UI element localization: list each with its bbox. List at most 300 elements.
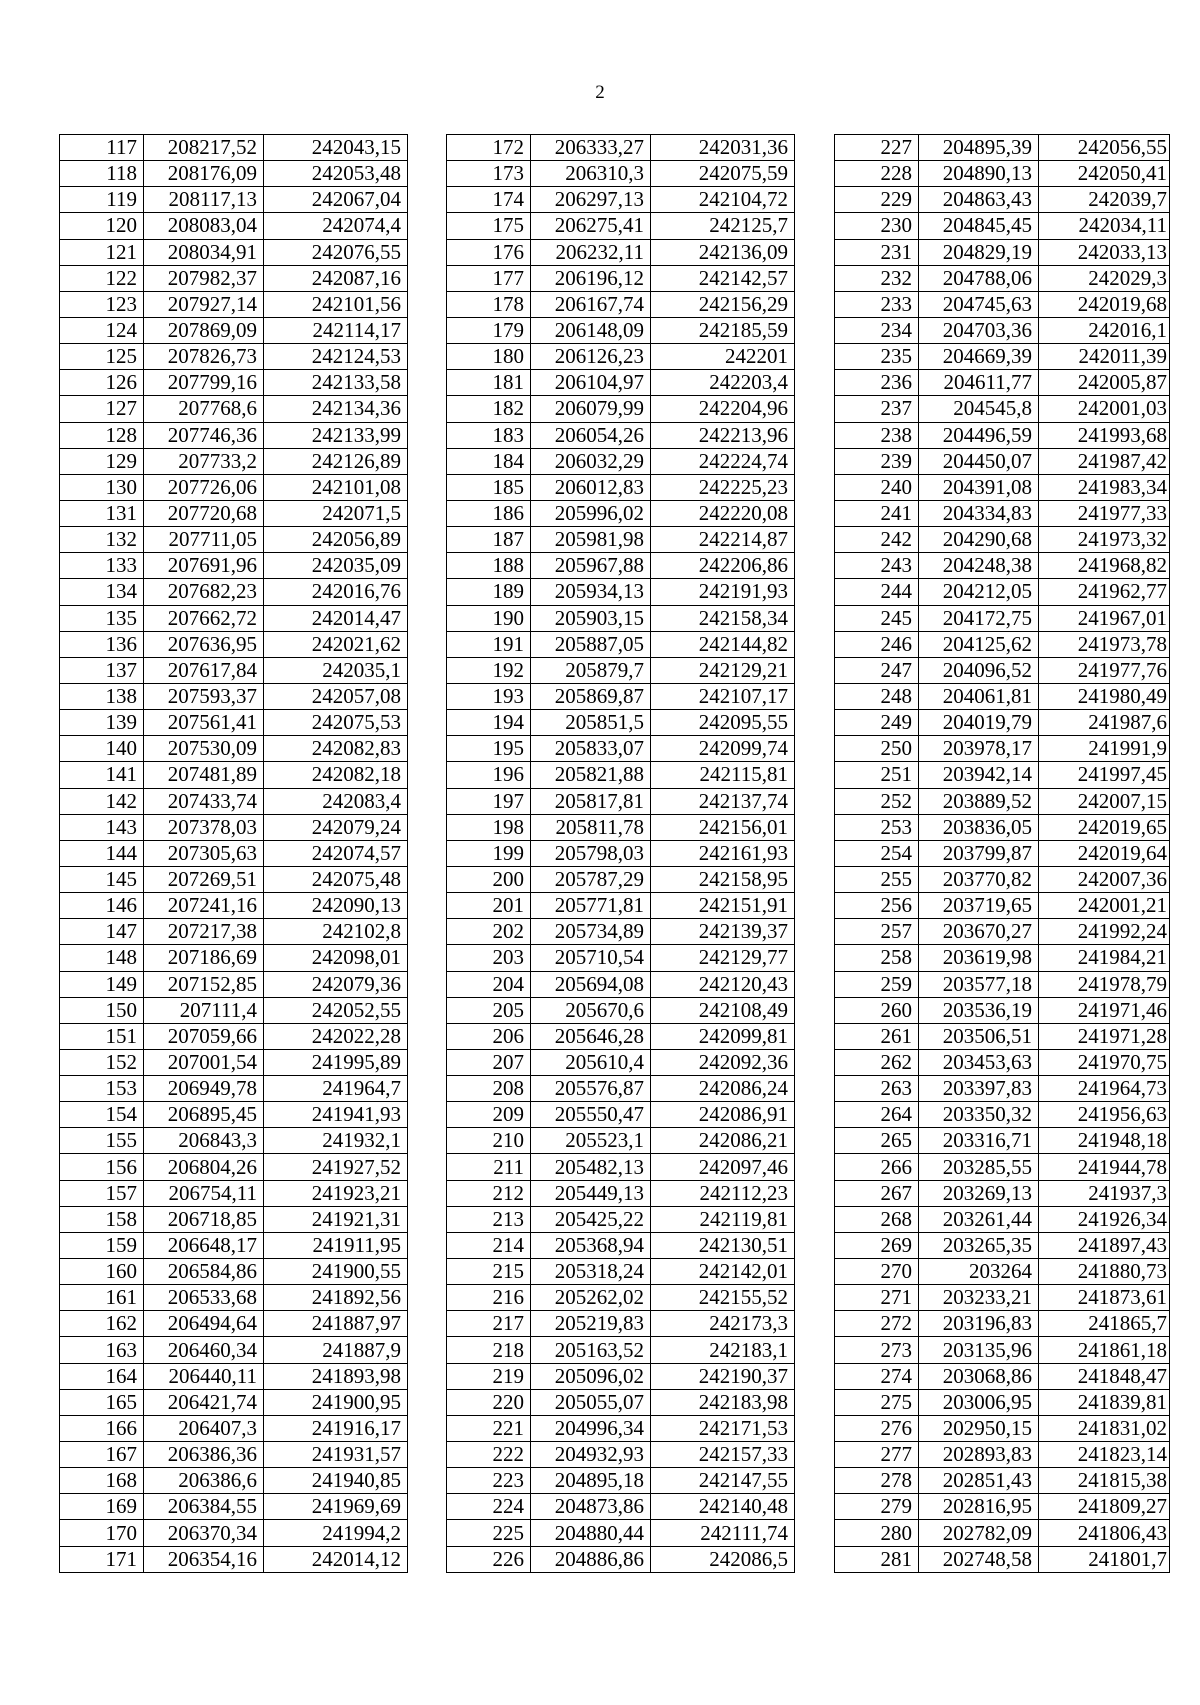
y-coordinate-cell: 242214,87 <box>651 527 795 553</box>
x-coordinate-cell: 203316,71 <box>919 1128 1039 1154</box>
y-coordinate-cell: 242104,72 <box>651 187 795 213</box>
point-number-cell: 184 <box>447 448 531 474</box>
point-number-cell: 179 <box>447 317 531 343</box>
x-coordinate-cell: 205449,13 <box>531 1180 651 1206</box>
table-row <box>447 1232 795 1258</box>
table-row <box>447 396 795 422</box>
x-coordinate-cell: 207746,36 <box>144 422 264 448</box>
x-coordinate-cell: 204932,93 <box>531 1442 651 1468</box>
table-row <box>60 1285 408 1311</box>
y-coordinate-cell: 242139,37 <box>651 919 795 945</box>
table-row <box>835 291 1170 317</box>
point-number-cell: 218 <box>447 1337 531 1363</box>
table-row <box>835 579 1170 605</box>
point-number-cell: 261 <box>835 1023 919 1049</box>
x-coordinate-cell: 205787,29 <box>531 866 651 892</box>
point-number-cell: 127 <box>60 396 144 422</box>
x-coordinate-cell: 205646,28 <box>531 1023 651 1049</box>
y-coordinate-cell: 241967,01 <box>1039 605 1170 631</box>
x-coordinate-cell: 205981,98 <box>531 527 651 553</box>
table-row <box>447 1363 795 1389</box>
x-coordinate-cell: 204863,43 <box>919 187 1039 213</box>
x-coordinate-cell: 202748,58 <box>919 1546 1039 1572</box>
y-coordinate-cell: 241848,47 <box>1039 1363 1170 1389</box>
table-row <box>447 1128 795 1154</box>
point-number-cell: 227 <box>835 135 919 161</box>
point-number-cell: 229 <box>835 187 919 213</box>
x-coordinate-cell: 203397,83 <box>919 1076 1039 1102</box>
y-coordinate-cell: 242213,96 <box>651 422 795 448</box>
point-number-cell: 259 <box>835 971 919 997</box>
x-coordinate-cell: 207636,95 <box>144 631 264 657</box>
table-row <box>835 1337 1170 1363</box>
point-number-cell: 212 <box>447 1180 531 1206</box>
point-number-cell: 122 <box>60 265 144 291</box>
table-row <box>60 579 408 605</box>
table-row <box>835 161 1170 187</box>
y-coordinate-cell: 242126,89 <box>264 448 408 474</box>
y-coordinate-cell: 242101,08 <box>264 474 408 500</box>
y-coordinate-cell: 241865,7 <box>1039 1311 1170 1337</box>
point-number-cell: 222 <box>447 1442 531 1468</box>
y-coordinate-cell: 242071,5 <box>264 500 408 526</box>
point-number-cell: 217 <box>447 1311 531 1337</box>
table-row <box>447 135 795 161</box>
x-coordinate-cell: 203670,27 <box>919 919 1039 945</box>
y-coordinate-cell: 242043,15 <box>264 135 408 161</box>
x-coordinate-cell: 205903,15 <box>531 605 651 631</box>
x-coordinate-cell: 206354,16 <box>144 1546 264 1572</box>
table-row <box>447 1468 795 1494</box>
x-coordinate-cell: 204172,75 <box>919 605 1039 631</box>
y-coordinate-cell: 242031,36 <box>651 135 795 161</box>
table-row <box>447 1076 795 1102</box>
table-row <box>60 1546 408 1572</box>
y-coordinate-cell: 242129,21 <box>651 657 795 683</box>
table-row <box>60 893 408 919</box>
table-row <box>447 1494 795 1520</box>
table-row <box>835 1023 1170 1049</box>
y-coordinate-cell: 242005,87 <box>1039 370 1170 396</box>
table-row <box>60 161 408 187</box>
x-coordinate-cell: 206843,3 <box>144 1128 264 1154</box>
point-number-cell: 239 <box>835 448 919 474</box>
x-coordinate-cell: 207059,66 <box>144 1023 264 1049</box>
y-coordinate-cell: 241995,89 <box>264 1049 408 1075</box>
table-row <box>835 422 1170 448</box>
point-number-cell: 158 <box>60 1206 144 1232</box>
y-coordinate-cell: 241968,82 <box>1039 553 1170 579</box>
table-row <box>835 710 1170 736</box>
x-coordinate-cell: 206421,74 <box>144 1389 264 1415</box>
point-number-cell: 119 <box>60 187 144 213</box>
y-coordinate-cell: 241823,14 <box>1039 1442 1170 1468</box>
point-number-cell: 169 <box>60 1494 144 1520</box>
point-number-cell: 175 <box>447 213 531 239</box>
point-number-cell: 270 <box>835 1259 919 1285</box>
point-number-cell: 165 <box>60 1389 144 1415</box>
y-coordinate-cell: 241997,45 <box>1039 762 1170 788</box>
x-coordinate-cell: 207711,05 <box>144 527 264 553</box>
table-row <box>835 1154 1170 1180</box>
x-coordinate-cell: 208083,04 <box>144 213 264 239</box>
point-number-cell: 258 <box>835 945 919 971</box>
y-coordinate-cell: 242082,83 <box>264 736 408 762</box>
point-number-cell: 123 <box>60 291 144 317</box>
y-coordinate-cell: 242039,7 <box>1039 187 1170 213</box>
table-row <box>447 1102 795 1128</box>
table-row <box>60 945 408 971</box>
table-row <box>60 1415 408 1441</box>
table-row <box>60 710 408 736</box>
y-coordinate-cell: 242142,01 <box>651 1259 795 1285</box>
y-coordinate-cell: 242086,21 <box>651 1128 795 1154</box>
y-coordinate-cell: 242142,57 <box>651 265 795 291</box>
point-number-cell: 210 <box>447 1128 531 1154</box>
table-row <box>60 135 408 161</box>
y-coordinate-cell: 242033,13 <box>1039 239 1170 265</box>
table-row <box>835 866 1170 892</box>
table-row <box>835 370 1170 396</box>
y-coordinate-cell: 241932,1 <box>264 1128 408 1154</box>
table-row <box>447 814 795 840</box>
table-row <box>447 500 795 526</box>
point-number-cell: 201 <box>447 893 531 919</box>
table-row <box>835 1494 1170 1520</box>
y-coordinate-cell: 242133,99 <box>264 422 408 448</box>
point-number-cell: 279 <box>835 1494 919 1520</box>
point-number-cell: 132 <box>60 527 144 553</box>
x-coordinate-cell: 204334,83 <box>919 500 1039 526</box>
y-coordinate-cell: 242074,57 <box>264 840 408 866</box>
table-row <box>447 997 795 1023</box>
x-coordinate-cell: 203264 <box>919 1259 1039 1285</box>
x-coordinate-cell: 207186,69 <box>144 945 264 971</box>
point-number-cell: 274 <box>835 1363 919 1389</box>
table-row <box>447 317 795 343</box>
table-row <box>60 213 408 239</box>
point-number-cell: 130 <box>60 474 144 500</box>
y-coordinate-cell: 242075,53 <box>264 710 408 736</box>
y-coordinate-cell: 242079,36 <box>264 971 408 997</box>
y-coordinate-cell: 242019,68 <box>1039 291 1170 317</box>
y-coordinate-cell: 241948,18 <box>1039 1128 1170 1154</box>
y-coordinate-cell: 241801,7 <box>1039 1546 1170 1572</box>
y-coordinate-cell: 242147,55 <box>651 1468 795 1494</box>
point-number-cell: 129 <box>60 448 144 474</box>
point-number-cell: 240 <box>835 474 919 500</box>
y-coordinate-cell: 242095,55 <box>651 710 795 736</box>
point-number-cell: 205 <box>447 997 531 1023</box>
x-coordinate-cell: 206370,34 <box>144 1520 264 1546</box>
x-coordinate-cell: 206494,64 <box>144 1311 264 1337</box>
x-coordinate-cell: 206754,11 <box>144 1180 264 1206</box>
point-number-cell: 189 <box>447 579 531 605</box>
point-number-cell: 236 <box>835 370 919 396</box>
y-coordinate-cell: 242011,39 <box>1039 344 1170 370</box>
x-coordinate-cell: 207305,63 <box>144 840 264 866</box>
x-coordinate-cell: 205262,02 <box>531 1285 651 1311</box>
table-row <box>60 1442 408 1468</box>
point-number-cell: 137 <box>60 657 144 683</box>
x-coordinate-cell: 206054,26 <box>531 422 651 448</box>
point-number-cell: 141 <box>60 762 144 788</box>
x-coordinate-cell: 204450,07 <box>919 448 1039 474</box>
x-coordinate-cell: 206386,6 <box>144 1468 264 1494</box>
x-coordinate-cell: 208034,91 <box>144 239 264 265</box>
table-row <box>447 605 795 631</box>
x-coordinate-cell: 206949,78 <box>144 1076 264 1102</box>
y-coordinate-cell: 242019,64 <box>1039 840 1170 866</box>
table-row <box>447 971 795 997</box>
point-number-cell: 268 <box>835 1206 919 1232</box>
x-coordinate-cell: 204248,38 <box>919 553 1039 579</box>
x-coordinate-cell: 207481,89 <box>144 762 264 788</box>
x-coordinate-cell: 204873,86 <box>531 1494 651 1520</box>
y-coordinate-cell: 241987,6 <box>1039 710 1170 736</box>
point-number-cell: 157 <box>60 1180 144 1206</box>
x-coordinate-cell: 203799,87 <box>919 840 1039 866</box>
x-coordinate-cell: 205318,24 <box>531 1259 651 1285</box>
x-coordinate-cell: 207001,54 <box>144 1049 264 1075</box>
table-row <box>835 213 1170 239</box>
point-number-cell: 242 <box>835 527 919 553</box>
point-number-cell: 136 <box>60 631 144 657</box>
point-number-cell: 221 <box>447 1415 531 1441</box>
x-coordinate-cell: 205219,83 <box>531 1311 651 1337</box>
table-row <box>835 1389 1170 1415</box>
table-row <box>447 736 795 762</box>
point-number-cell: 224 <box>447 1494 531 1520</box>
table-row <box>835 788 1170 814</box>
y-coordinate-cell: 242083,4 <box>264 788 408 814</box>
x-coordinate-cell: 205425,22 <box>531 1206 651 1232</box>
x-coordinate-cell: 207869,09 <box>144 317 264 343</box>
y-coordinate-cell: 242107,17 <box>651 683 795 709</box>
point-number-cell: 133 <box>60 553 144 579</box>
point-number-cell: 247 <box>835 657 919 683</box>
y-coordinate-cell: 242016,1 <box>1039 317 1170 343</box>
table-row <box>447 945 795 971</box>
table-row <box>835 762 1170 788</box>
table-row <box>447 527 795 553</box>
table-row <box>835 1415 1170 1441</box>
table-row <box>60 683 408 709</box>
y-coordinate-cell: 242053,48 <box>264 161 408 187</box>
point-number-cell: 211 <box>447 1154 531 1180</box>
x-coordinate-cell: 204703,36 <box>919 317 1039 343</box>
y-coordinate-cell: 241973,78 <box>1039 631 1170 657</box>
x-coordinate-cell: 207152,85 <box>144 971 264 997</box>
table-row <box>447 370 795 396</box>
y-coordinate-cell: 242099,74 <box>651 736 795 762</box>
y-coordinate-cell: 242183,1 <box>651 1337 795 1363</box>
x-coordinate-cell: 203619,98 <box>919 945 1039 971</box>
table-row <box>447 683 795 709</box>
point-number-cell: 226 <box>447 1546 531 1572</box>
point-number-cell: 203 <box>447 945 531 971</box>
table-row <box>447 448 795 474</box>
point-number-cell: 156 <box>60 1154 144 1180</box>
x-coordinate-cell: 205869,87 <box>531 683 651 709</box>
point-number-cell: 214 <box>447 1232 531 1258</box>
y-coordinate-cell: 242082,18 <box>264 762 408 788</box>
y-coordinate-cell: 241994,2 <box>264 1520 408 1546</box>
x-coordinate-cell: 204391,08 <box>919 474 1039 500</box>
point-number-cell: 182 <box>447 396 531 422</box>
x-coordinate-cell: 208117,13 <box>144 187 264 213</box>
table-row <box>60 265 408 291</box>
y-coordinate-cell: 241921,31 <box>264 1206 408 1232</box>
y-coordinate-cell: 241992,24 <box>1039 919 1170 945</box>
point-number-cell: 231 <box>835 239 919 265</box>
point-number-cell: 251 <box>835 762 919 788</box>
point-number-cell: 146 <box>60 893 144 919</box>
table-row <box>447 657 795 683</box>
table-row <box>447 919 795 945</box>
table-row <box>835 971 1170 997</box>
y-coordinate-cell: 242120,43 <box>651 971 795 997</box>
table-row <box>447 1180 795 1206</box>
x-coordinate-cell: 206079,99 <box>531 396 651 422</box>
point-number-cell: 139 <box>60 710 144 736</box>
y-coordinate-cell: 242021,62 <box>264 631 408 657</box>
table-row <box>60 1337 408 1363</box>
point-number-cell: 170 <box>60 1520 144 1546</box>
x-coordinate-cell: 204611,77 <box>919 370 1039 396</box>
point-number-cell: 257 <box>835 919 919 945</box>
table-row <box>60 997 408 1023</box>
point-number-cell: 161 <box>60 1285 144 1311</box>
y-coordinate-cell: 241887,97 <box>264 1311 408 1337</box>
y-coordinate-cell: 241971,46 <box>1039 997 1170 1023</box>
x-coordinate-cell: 205734,89 <box>531 919 651 945</box>
coordinates-table-1 <box>59 134 408 1573</box>
table-row <box>447 1049 795 1075</box>
x-coordinate-cell: 203577,18 <box>919 971 1039 997</box>
point-number-cell: 190 <box>447 605 531 631</box>
table-row <box>60 866 408 892</box>
table-row <box>447 1520 795 1546</box>
x-coordinate-cell: 205821,88 <box>531 762 651 788</box>
x-coordinate-cell: 204496,59 <box>919 422 1039 448</box>
table-row <box>60 422 408 448</box>
point-number-cell: 120 <box>60 213 144 239</box>
table-row <box>835 1520 1170 1546</box>
y-coordinate-cell: 242130,51 <box>651 1232 795 1258</box>
x-coordinate-cell: 204669,39 <box>919 344 1039 370</box>
x-coordinate-cell: 204845,45 <box>919 213 1039 239</box>
x-coordinate-cell: 203719,65 <box>919 893 1039 919</box>
point-number-cell: 172 <box>447 135 531 161</box>
table-row <box>835 1546 1170 1572</box>
x-coordinate-cell: 208217,52 <box>144 135 264 161</box>
x-coordinate-cell: 205482,13 <box>531 1154 651 1180</box>
x-coordinate-cell: 206460,34 <box>144 1337 264 1363</box>
point-number-cell: 252 <box>835 788 919 814</box>
y-coordinate-cell: 242161,93 <box>651 840 795 866</box>
table-row <box>60 474 408 500</box>
x-coordinate-cell: 202851,43 <box>919 1468 1039 1494</box>
x-coordinate-cell: 208176,09 <box>144 161 264 187</box>
x-coordinate-cell: 205694,08 <box>531 971 651 997</box>
y-coordinate-cell: 241900,55 <box>264 1259 408 1285</box>
point-number-cell: 185 <box>447 474 531 500</box>
x-coordinate-cell: 205887,05 <box>531 631 651 657</box>
point-number-cell: 188 <box>447 553 531 579</box>
table-row <box>835 135 1170 161</box>
x-coordinate-cell: 207733,2 <box>144 448 264 474</box>
y-coordinate-cell: 241964,73 <box>1039 1076 1170 1102</box>
y-coordinate-cell: 241964,7 <box>264 1076 408 1102</box>
table-row <box>447 762 795 788</box>
point-number-cell: 143 <box>60 814 144 840</box>
point-number-cell: 192 <box>447 657 531 683</box>
table-row <box>835 448 1170 474</box>
x-coordinate-cell: 204019,79 <box>919 710 1039 736</box>
y-coordinate-cell: 242183,98 <box>651 1389 795 1415</box>
x-coordinate-cell: 202816,95 <box>919 1494 1039 1520</box>
point-number-cell: 278 <box>835 1468 919 1494</box>
point-number-cell: 163 <box>60 1337 144 1363</box>
table-row <box>835 396 1170 422</box>
y-coordinate-cell: 241887,9 <box>264 1337 408 1363</box>
x-coordinate-cell: 203889,52 <box>919 788 1039 814</box>
point-number-cell: 126 <box>60 370 144 396</box>
table-row <box>835 840 1170 866</box>
point-number-cell: 235 <box>835 344 919 370</box>
y-coordinate-cell: 241937,3 <box>1039 1180 1170 1206</box>
y-coordinate-cell: 242144,82 <box>651 631 795 657</box>
table-row <box>447 344 795 370</box>
x-coordinate-cell: 205523,1 <box>531 1128 651 1154</box>
point-number-cell: 276 <box>835 1415 919 1441</box>
point-number-cell: 263 <box>835 1076 919 1102</box>
y-coordinate-cell: 242137,74 <box>651 788 795 814</box>
table-row <box>835 1363 1170 1389</box>
x-coordinate-cell: 205710,54 <box>531 945 651 971</box>
x-coordinate-cell: 206148,09 <box>531 317 651 343</box>
point-number-cell: 207 <box>447 1049 531 1075</box>
y-coordinate-cell: 241831,02 <box>1039 1415 1170 1441</box>
y-coordinate-cell: 242016,76 <box>264 579 408 605</box>
table-row <box>835 683 1170 709</box>
y-coordinate-cell: 242067,04 <box>264 187 408 213</box>
point-number-cell: 186 <box>447 500 531 526</box>
x-coordinate-cell: 204290,68 <box>919 527 1039 553</box>
y-coordinate-cell: 242155,52 <box>651 1285 795 1311</box>
table-row <box>60 500 408 526</box>
y-coordinate-cell: 242019,65 <box>1039 814 1170 840</box>
table-row <box>60 1102 408 1128</box>
point-number-cell: 183 <box>447 422 531 448</box>
y-coordinate-cell: 242098,01 <box>264 945 408 971</box>
table-row <box>447 1285 795 1311</box>
table-row <box>835 1076 1170 1102</box>
x-coordinate-cell: 205055,07 <box>531 1389 651 1415</box>
y-coordinate-cell: 242014,12 <box>264 1546 408 1572</box>
table-row <box>447 579 795 605</box>
x-coordinate-cell: 204895,39 <box>919 135 1039 161</box>
y-coordinate-cell: 242034,11 <box>1039 213 1170 239</box>
x-coordinate-cell: 204880,44 <box>531 1520 651 1546</box>
x-coordinate-cell: 206104,97 <box>531 370 651 396</box>
point-number-cell: 215 <box>447 1259 531 1285</box>
point-number-cell: 148 <box>60 945 144 971</box>
table-row <box>447 161 795 187</box>
point-number-cell: 254 <box>835 840 919 866</box>
x-coordinate-cell: 203506,51 <box>919 1023 1039 1049</box>
